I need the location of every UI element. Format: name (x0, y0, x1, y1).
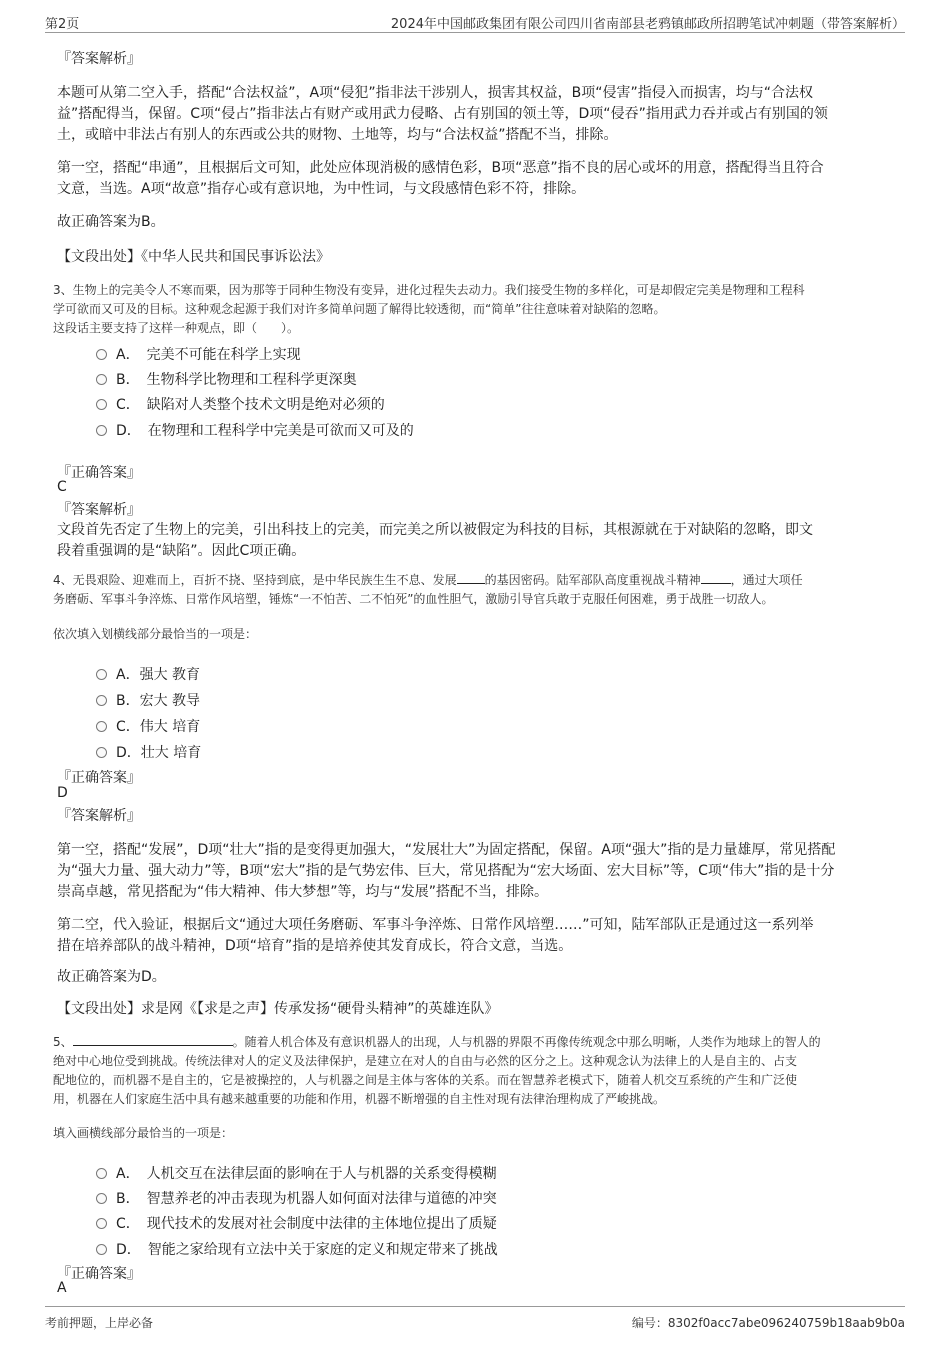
radio-icon[interactable] (96, 399, 107, 410)
q3-correct-label: 『正确答案』 (57, 465, 141, 481)
q2-analysis-line: 第一空，搭配“串通”，且根据后文可知，此处应体现消极的感情色彩，B项“恶意”指不良的居心或坏的用意，搭配得当且符合 (57, 160, 824, 176)
blank-2 (701, 571, 731, 584)
q3-option-b[interactable]: B． 生物科学比物理和工程科学更深奥 (96, 369, 357, 389)
q4-source: 【文段出处】求是网《【求是之声】传承发扬“硬骨头精神”的英雄连队》 (57, 1001, 499, 1017)
radio-icon[interactable] (96, 695, 107, 706)
radio-icon[interactable] (96, 374, 107, 385)
radio-icon[interactable] (96, 349, 107, 360)
q3-stem-line: 3、生物上的完美令人不寒而栗，因为那等于同种生物没有变异，进化过程失去动力。我们接受生物的多样化，可是却假定完美是物理和工程科 (53, 283, 805, 297)
q5-stem-line: 用，机器在人们家庭生活中具有越来越重要的功能和作用，机器不断增强的自主性对现有法律治理构成了严峻挑战。 (53, 1092, 666, 1106)
radio-icon[interactable] (96, 1244, 107, 1255)
q5-option-a[interactable]: A． 人机交互在法律层面的影响在于人与机器的关系变得模糊 (96, 1163, 497, 1183)
footer-slogan: 考前押题，上岸必备 (45, 1316, 154, 1330)
q4-option-b[interactable]: B．宏大 教导 (96, 690, 200, 710)
q3-option-c[interactable]: C． 缺陷对人类整个技术文明是绝对必须的 (96, 394, 385, 414)
document-code: 编号：8302f0acc7abe096240759b18aab9b0a (631, 1316, 905, 1330)
q5-option-b[interactable]: B． 智慧养老的冲击表现为机器人如何面对法律与道德的冲突 (96, 1188, 497, 1208)
q4-analysis-line: 崇高卓越，常见搭配为“伟大精神、伟大梦想”等，均与“发展”搭配不当，排除。 (57, 884, 549, 900)
q5-stem-line: 配地位的，而机器不是自主的，它是被操控的，人与机器之间是主体与客体的关系。而在智慧养老模式下，随着人机交互系统的产生和广泛使 (53, 1073, 798, 1087)
q2-analysis-line: 文意，当选。A项“故意”指存心或有意识地，为中性词，与文段感情色彩不符，排除。 (57, 181, 586, 197)
q3-option-a[interactable]: A． 完美不可能在科学上实现 (96, 344, 301, 364)
q2-analysis-line: 本题可从第二空入手，搭配“合法权益”，A项“侵犯”指非法干涉别人，损害其权益，B项“侵害”指侵入而损害，均与“合法权 (57, 85, 813, 101)
page-number: 第2页 (45, 17, 80, 32)
blank-answer (73, 1033, 233, 1046)
blank-1 (457, 571, 485, 584)
q5-option-c[interactable]: C． 现代技术的发展对社会制度中法律的主体地位提出了质疑 (96, 1213, 497, 1233)
q4-analysis-label: 『答案解析』 (57, 808, 141, 824)
q3-option-d[interactable]: D． 在物理和工程科学中完美是可欲而又可及的 (96, 420, 414, 440)
radio-icon[interactable] (96, 747, 107, 758)
q5-prompt: 填入画横线部分最恰当的一项是： (53, 1126, 234, 1140)
q4-option-c[interactable]: C．伟大 培育 (96, 716, 200, 736)
q4-option-d[interactable]: D．壮大 培育 (96, 742, 201, 762)
q3-stem-line: 这段话主要支持了这样一种观点，即（ ）。 (53, 321, 300, 335)
q5-stem-line: 绝对中心地位受到挑战。传统法律对人的定义及法律保护，是建立在对人的自由与必然的区分之上。这种观念认为法律上的人是自主的、占支 (53, 1054, 798, 1068)
q4-analysis-line: 措在培养部队的战斗精神，D项“培育”指的是培养使其发育成长，符合文意，当选。 (57, 938, 573, 954)
radio-icon[interactable] (96, 1218, 107, 1229)
q4-analysis-line: 为“强大力量、强大动力”等，B项“宏大”指的是气势宏伟、巨大，常见搭配为“宏大场面、宏大目标”等，C项“伟大”指的是十分 (57, 863, 835, 879)
radio-icon[interactable] (96, 425, 107, 436)
q4-stem-line: 务磨砺、军事斗争淬炼、日常作风培塑，锤炼“一不怕苦、二不怕死”的血性胆气，激励引导官兵敢于克服任何困难，勇于战胜一切敌人。 (53, 592, 774, 606)
q3-analysis-line: 段着重强调的是“缺陷”。因此C项正确。 (57, 543, 306, 559)
q4-stem-line: 4、无畏艰险、迎难而上，百折不挠、坚持到底，是中华民族生生不息、发展 的基因密码。陆军部队高度重视战斗精神 ，通过大项任 (53, 573, 803, 587)
q5-correct-label: 『正确答案』 (57, 1266, 141, 1282)
q2-analysis-label: 『答案解析』 (57, 51, 141, 67)
q2-conclusion: 故正确答案为B。 (57, 214, 165, 230)
document-title: 2024年中国邮政集团有限公司四川省南部县老鸦镇邮政所招聘笔试冲刺题（带答案解析） (390, 17, 905, 32)
q3-answer: C (57, 479, 67, 495)
radio-icon[interactable] (96, 1168, 107, 1179)
q4-prompt: 依次填入划横线部分最恰当的一项是： (53, 627, 258, 641)
radio-icon[interactable] (96, 721, 107, 732)
q4-option-a[interactable]: A．强大 教育 (96, 664, 200, 684)
q2-analysis-line: 益”搭配得当，保留。C项“侵占”指非法占有财产或用武力侵略、占有别国的领土等，D项“侵吞”指用武力吞并或占有别国的领 (57, 106, 828, 122)
page-header (45, 10, 905, 33)
q4-analysis-line: 第二空，代入验证，根据后文“通过大项任务磨砺、军事斗争淬炼、日常作风培塑……”可知，陆军部队正是通过这一系列举 (57, 917, 814, 933)
q5-stem-line: 5、 。随着人机合体及有意识机器人的出现，人与机器的界限不再像传统观念中那么明晰，人类作为地球上的智人的 (53, 1035, 821, 1049)
page-footer (45, 1306, 905, 1335)
radio-icon[interactable] (96, 669, 107, 680)
radio-icon[interactable] (96, 1193, 107, 1204)
q3-analysis-line: 文段首先否定了生物上的完美，引出科技上的完美，而完美之所以被假定为科技的目标，其根源就在于对缺陷的忽略，即文 (57, 522, 813, 538)
q5-answer: A (57, 1280, 67, 1296)
q5-option-d[interactable]: D． 智能之家给现有立法中关于家庭的定义和规定带来了挑战 (96, 1239, 498, 1259)
q4-conclusion: 故正确答案为D。 (57, 969, 166, 985)
q3-analysis-label: 『答案解析』 (57, 502, 141, 518)
q2-source: 【文段出处】《中华人民共和国民事诉讼法》 (57, 249, 330, 265)
q4-correct-label: 『正确答案』 (57, 770, 141, 786)
q3-stem-line: 学可欲而又可及的目标。这种观念起源于我们对许多简单问题了解得比较透彻，而“简单”往往意味着对缺陷的忽略。 (53, 302, 666, 316)
q4-answer: D (57, 785, 68, 801)
q4-analysis-line: 第一空，搭配“发展”，D项“壮大”指的是变得更加强大，“发展壮大”为固定搭配，保留。A项“强大”指的是力量雄厚，常见搭配 (57, 842, 836, 858)
q2-analysis-line: 土，或暗中非法占有别人的东西或公共的财物、土地等，均与“合法权益”搭配不当，排除。 (57, 127, 618, 143)
